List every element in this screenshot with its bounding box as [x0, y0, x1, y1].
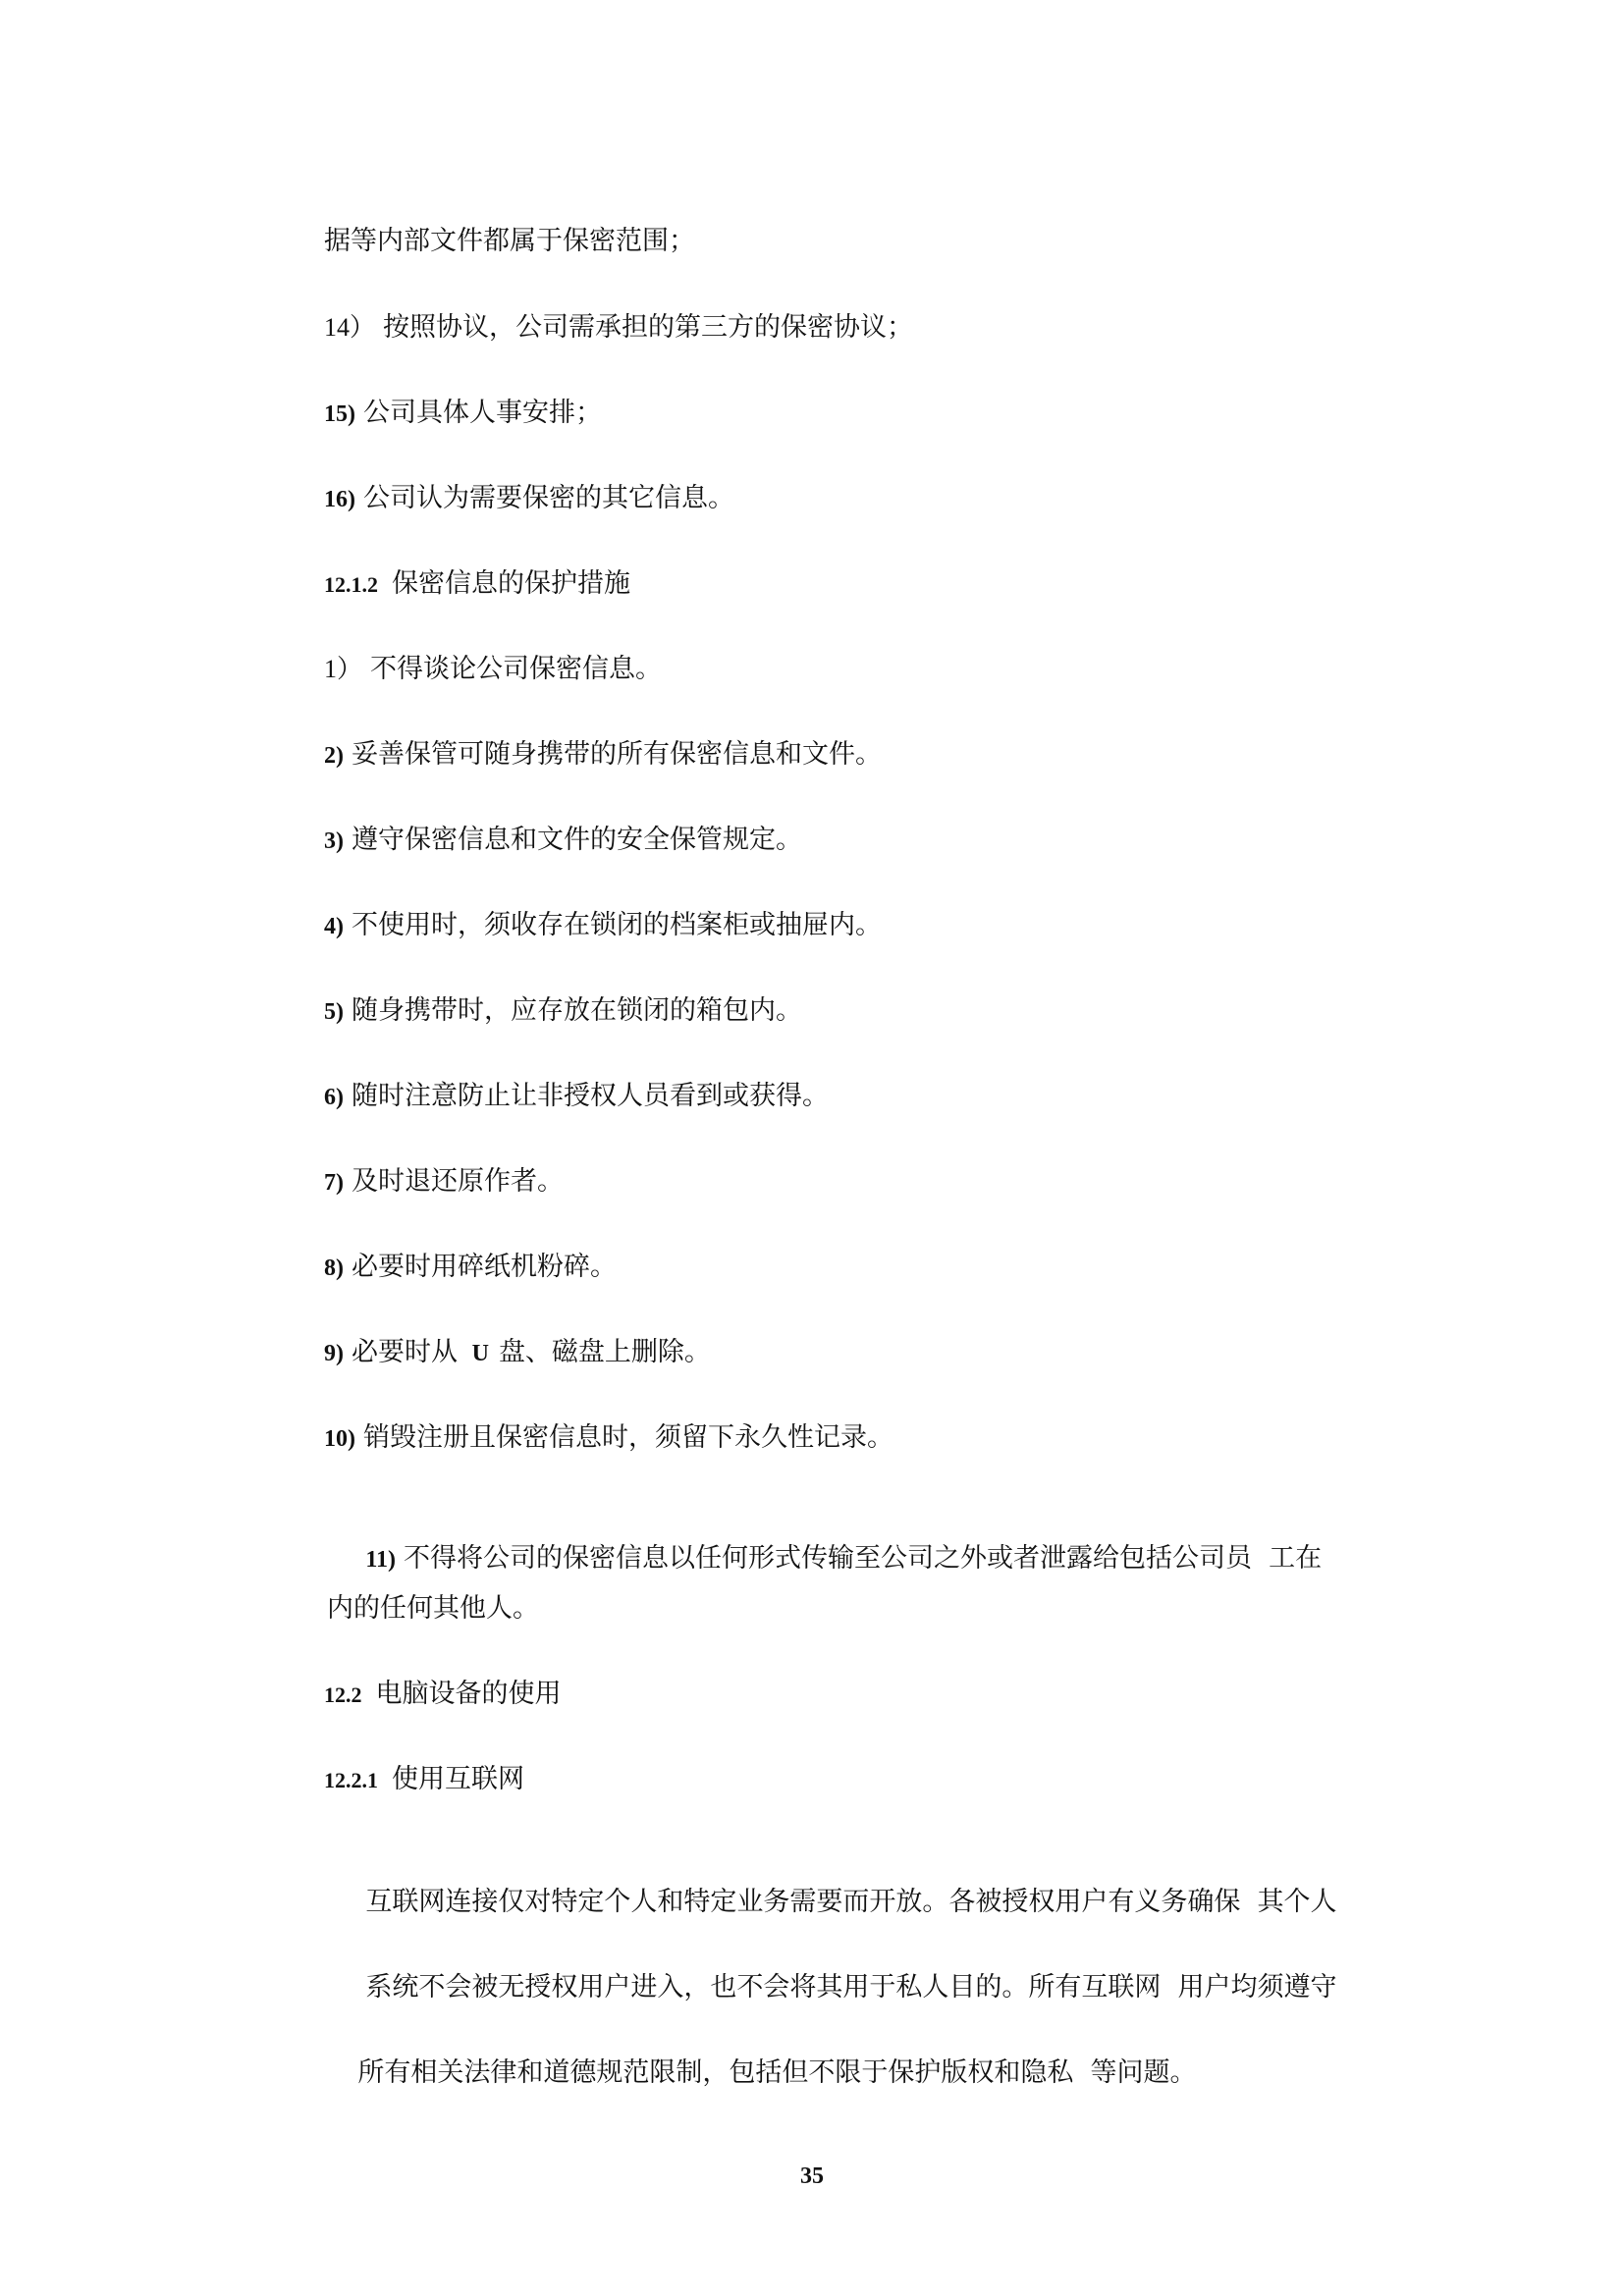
- section-heading: [324, 566, 630, 603]
- item-number: 9): [324, 1341, 344, 1366]
- item-number: 11): [365, 1547, 397, 1573]
- item-number: 14）: [324, 313, 376, 342]
- section-title: 电脑设备的使用: [375, 1679, 562, 1709]
- section-number: 12.1.2: [324, 572, 378, 597]
- item-number: 4): [324, 914, 344, 939]
- list-item: [324, 1079, 829, 1115]
- item-text: 按照协议，公司需承担的第三方的保密协议；: [383, 312, 914, 343]
- line-text: 据等内部文件都属于保密范围；: [324, 226, 695, 256]
- item-number: 5): [324, 999, 344, 1025]
- section-title: 使用互联网: [392, 1764, 524, 1794]
- item-number: 10): [324, 1426, 355, 1452]
- section-heading: [324, 1677, 562, 1713]
- section-title: 保密信息的保护措施: [392, 568, 630, 599]
- list-item: [324, 993, 802, 1030]
- list-item: [324, 823, 802, 859]
- section-heading: [324, 1762, 524, 1798]
- list-item: [324, 908, 882, 944]
- list-item: [324, 1250, 617, 1286]
- text-line: [327, 1591, 539, 1627]
- drive-letter: U: [471, 1341, 489, 1366]
- line-text: 系统不会被无授权用户进入，也不会将其用于私人目的。所有互联网 用户均须遵守: [365, 1972, 1337, 2002]
- line-text: 内的任何其他人。: [327, 1593, 539, 1624]
- item-number: 1）: [324, 655, 363, 683]
- item-number: 2): [324, 743, 344, 769]
- item-text: 遵守保密信息和文件的安全保管规定。: [352, 825, 802, 855]
- item-text: 必要时从: [352, 1337, 458, 1367]
- item-number: 15): [324, 401, 355, 427]
- item-text: 不使用时，须收存在锁闭的档案柜或抽屉内。: [352, 910, 882, 940]
- section-number: 12.2: [324, 1682, 362, 1707]
- item-text: 销毁注册且保密信息时，须留下永久性记录。: [363, 1422, 893, 1453]
- list-item: [324, 481, 734, 517]
- item-text: 不得谈论公司保密信息。: [370, 654, 663, 684]
- item-text: 及时退还原作者。: [352, 1166, 564, 1197]
- list-item: [324, 1420, 893, 1457]
- item-number: 3): [324, 828, 344, 854]
- line-text: 所有相关法律和道德规范限制，包括但不限于保护版权和隐私 等问题。: [357, 2057, 1197, 2088]
- list-item: [324, 310, 913, 346]
- line-text: 互联网连接仅对特定个人和特定业务需要而开放。各被授权用户有义务确保 其个人: [365, 1887, 1337, 1917]
- list-item: [324, 396, 602, 432]
- item-number: 6): [324, 1085, 344, 1110]
- item-text: 公司具体人事安排；: [363, 398, 602, 428]
- section-number: 12.2.1: [324, 1768, 378, 1792]
- item-text-continued: 盘、磁盘上删除。: [498, 1337, 711, 1367]
- list-item: [324, 1335, 711, 1371]
- paragraph-line: [324, 2020, 1197, 2126]
- item-number: 7): [324, 1170, 344, 1196]
- item-text: 必要时用碎纸机粉碎。: [352, 1252, 617, 1282]
- item-text: 随身携带时，应存放在锁闭的箱包内。: [352, 995, 802, 1026]
- item-text: 公司认为需要保密的其它信息。: [363, 483, 734, 513]
- item-number: 16): [324, 487, 355, 512]
- text-line: [324, 224, 695, 259]
- list-item: [324, 1164, 564, 1201]
- list-item: [324, 652, 662, 687]
- item-text: 妥善保管可随身携带的所有保密信息和文件。: [352, 739, 882, 770]
- page-number: 35: [800, 2163, 824, 2189]
- list-item: [324, 737, 882, 774]
- item-text: 随时注意防止让非授权人员看到或获得。: [352, 1081, 829, 1111]
- item-number: 8): [324, 1255, 344, 1281]
- item-text: 不得将公司的保密信息以任何形式传输至公司之外或者泄露给包括公司员 工在: [404, 1543, 1323, 1574]
